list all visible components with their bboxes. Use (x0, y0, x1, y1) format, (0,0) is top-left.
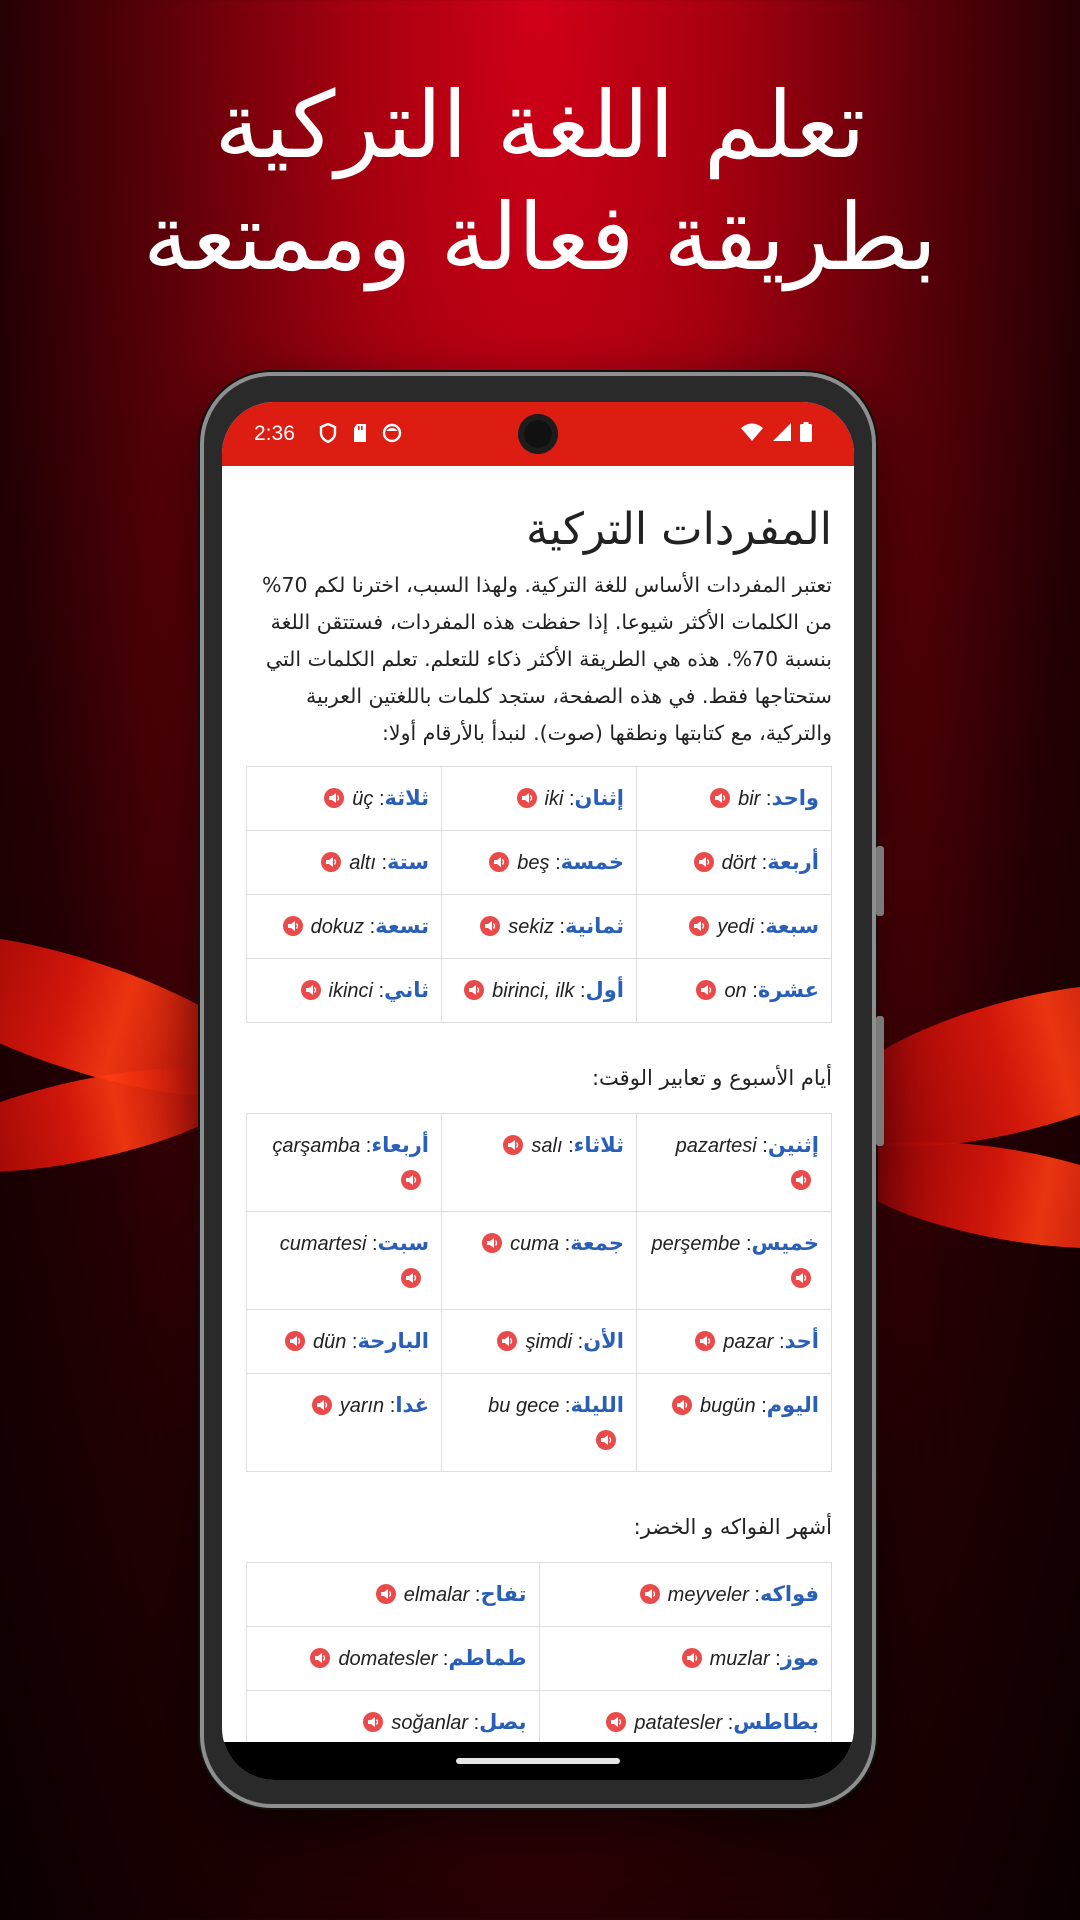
turkish-word: meyveler (667, 1584, 749, 1606)
separator: : (366, 1233, 378, 1255)
table-row (247, 1212, 832, 1310)
separator: : (572, 1331, 584, 1353)
status-bar (222, 402, 854, 466)
vocab-cell (637, 1114, 832, 1212)
turkish-word: cuma (510, 1233, 560, 1255)
vocab-cell (247, 1114, 442, 1212)
vocab-cell (637, 959, 832, 1023)
turkish-word: domatesler (338, 1648, 438, 1670)
status-time: 2:36 (254, 422, 295, 445)
turkish-word: bugün (700, 1395, 756, 1417)
vocab-cell (539, 1563, 832, 1627)
turkish-word: çarşamba (272, 1135, 361, 1157)
turkish-word: salı (531, 1135, 563, 1157)
speaker-icon[interactable] (791, 1268, 811, 1288)
speaker-icon[interactable] (517, 788, 537, 808)
separator: : (553, 916, 565, 938)
vocab-cell (442, 959, 637, 1023)
arabic-word: جمعة (570, 1231, 624, 1255)
separator: : (346, 1331, 358, 1353)
turkish-word: pazar (723, 1331, 774, 1353)
turkish-word: şimdi (525, 1331, 573, 1353)
vocab-cell (247, 767, 442, 831)
turkish-word: sekiz (508, 916, 554, 938)
turkish-word: beş (517, 852, 550, 874)
speaker-icon[interactable] (694, 852, 714, 872)
navigation-bar (222, 1742, 854, 1780)
separator: : (562, 1135, 574, 1157)
vocab-cell (247, 895, 442, 959)
vocab-cell (637, 1374, 832, 1472)
arabic-word: تفاح (480, 1582, 527, 1606)
days-table (246, 1113, 832, 1472)
arabic-word: سبت (377, 1231, 429, 1255)
turkish-word: yedi (717, 916, 755, 938)
headline-line-2: بطريقة فعالة وممتعة (143, 184, 937, 291)
signal-icon (772, 422, 792, 447)
vocab-cell (247, 831, 442, 895)
separator: : (384, 1395, 396, 1417)
speaker-icon[interactable] (682, 1648, 702, 1668)
arabic-word: أحد (784, 1329, 819, 1353)
arabic-word: خمسة (560, 850, 624, 874)
volume-button (876, 1016, 884, 1146)
vocab-cell (442, 831, 637, 895)
vocab-cell (442, 1374, 637, 1472)
arabic-word: عشرة (757, 978, 819, 1002)
separator: : (773, 1331, 785, 1353)
arabic-word: بطاطس (733, 1710, 819, 1734)
speaker-icon[interactable] (301, 980, 321, 1000)
turkish-word: dün (312, 1331, 347, 1353)
sd-card-icon (350, 422, 370, 444)
table-row (247, 1691, 832, 1743)
vocab-cell (539, 1627, 832, 1691)
separator: : (746, 980, 758, 1002)
speaker-icon[interactable] (480, 916, 500, 936)
turkish-word: perşembe (651, 1233, 741, 1255)
table-row (247, 1627, 832, 1691)
turkish-word: patatesler (634, 1712, 723, 1734)
separator: : (373, 788, 385, 810)
separator: : (364, 916, 376, 938)
vocab-cell (247, 1212, 442, 1310)
shield-icon (318, 422, 338, 444)
speaker-icon[interactable] (497, 1331, 517, 1351)
speaker-icon[interactable] (324, 788, 344, 808)
table-row (247, 1114, 832, 1212)
turkish-word: dört (721, 852, 757, 874)
speaker-icon[interactable] (310, 1648, 330, 1668)
separator: : (563, 788, 575, 810)
turkish-word: bu gece (488, 1395, 560, 1417)
arabic-word: فواكه (759, 1582, 819, 1606)
arabic-word: اليوم (766, 1393, 819, 1417)
vocab-cell (442, 895, 637, 959)
power-button (876, 846, 884, 916)
arabic-word: بصل (479, 1710, 527, 1734)
separator: : (755, 1395, 767, 1417)
front-camera (518, 414, 558, 454)
separator: : (756, 1135, 768, 1157)
arabic-word: طماطم (448, 1646, 527, 1670)
speaker-icon[interactable] (710, 788, 730, 808)
arabic-word: واحد (771, 786, 819, 810)
vocab-cell (247, 1374, 442, 1472)
separator: : (469, 1584, 481, 1606)
face-icon (382, 422, 402, 444)
separator: : (748, 1584, 760, 1606)
turkish-word: pazartesi (675, 1135, 757, 1157)
numbers-table (246, 766, 832, 1023)
vocab-cell (442, 1212, 637, 1310)
arabic-word: خميس (751, 1231, 819, 1255)
separator: : (372, 980, 385, 1002)
arabic-word: ستة (387, 850, 429, 874)
separator: : (760, 788, 772, 810)
arabic-word: موز (780, 1646, 819, 1670)
turkish-word: üç (352, 788, 374, 810)
table-row (247, 895, 832, 959)
arabic-word: غدا (395, 1393, 429, 1417)
separator: : (574, 980, 586, 1002)
home-gesture-handle[interactable] (456, 1758, 620, 1764)
vocab-cell (247, 1627, 540, 1691)
table-row (247, 1374, 832, 1472)
vocab-cell (442, 1114, 637, 1212)
separator: : (756, 852, 768, 874)
separator: : (437, 1648, 449, 1670)
separator: : (549, 852, 561, 874)
vocab-cell (539, 1691, 832, 1743)
separator: : (375, 852, 388, 874)
vocab-cell (637, 767, 832, 831)
arabic-word: سبعة (765, 914, 819, 938)
turkish-word: yarın (339, 1395, 385, 1417)
fruits-table (246, 1562, 832, 1742)
turkish-word: birinci, ilk (492, 980, 575, 1002)
table-row (247, 1563, 832, 1627)
speaker-icon[interactable] (791, 1170, 811, 1190)
arabic-word: أربعة (767, 850, 819, 874)
speaker-icon[interactable] (363, 1712, 383, 1732)
arabic-word: الأن (583, 1329, 624, 1353)
arabic-word: البارحة (357, 1329, 429, 1353)
separator: : (769, 1648, 781, 1670)
arabic-word: ثلاثة (384, 786, 429, 810)
arabic-word: ثاني (384, 978, 429, 1002)
speaker-icon[interactable] (285, 1331, 305, 1351)
speaker-icon[interactable] (606, 1712, 626, 1732)
arabic-word: أول (585, 978, 624, 1002)
separator: : (722, 1712, 734, 1734)
speaker-icon[interactable] (376, 1584, 396, 1604)
separator: : (360, 1135, 372, 1157)
table-row (247, 959, 832, 1023)
arabic-word: أربعاء (371, 1133, 429, 1157)
headline-line-1: تعلم اللغة التركية (214, 72, 866, 179)
fruits-section-label: أشهر الفواكه و الخضر: (633, 1515, 832, 1539)
vocab-cell (442, 767, 637, 831)
turkish-word: elmalar (403, 1584, 470, 1606)
turkish-word: altı (349, 852, 376, 874)
turkish-word: ikinci (328, 980, 373, 1002)
turkish-word: soğanlar (391, 1712, 469, 1734)
speaker-icon[interactable] (489, 852, 509, 872)
arabic-word: ثمانية (564, 914, 624, 938)
turkish-word: dokuz (310, 916, 365, 938)
promo-headline (0, 70, 1080, 294)
vocab-cell (247, 1563, 540, 1627)
speaker-icon[interactable] (695, 1331, 715, 1351)
turkish-word: muzlar (709, 1648, 770, 1670)
turkish-word: on (724, 980, 747, 1002)
article-content (222, 466, 854, 1742)
vocab-cell (637, 1310, 832, 1374)
vocab-cell (247, 959, 442, 1023)
speaker-icon[interactable] (312, 1395, 332, 1415)
vocab-cell (637, 895, 832, 959)
arabic-word: إثنان (574, 786, 624, 810)
turkish-word: cumartesi (279, 1233, 367, 1255)
separator: : (559, 1395, 571, 1417)
page-title: المفردات التركية (526, 504, 832, 555)
vocab-cell (442, 1310, 637, 1374)
table-row (247, 831, 832, 895)
separator: : (559, 1233, 571, 1255)
turkish-word: bir (738, 788, 761, 810)
vocab-cell (247, 1310, 442, 1374)
phone-frame (200, 372, 876, 1808)
vocab-cell (637, 1212, 832, 1310)
speaker-icon[interactable] (401, 1170, 421, 1190)
days-section-label: أيام الأسبوع و تعابير الوقت: (591, 1066, 832, 1090)
speaker-icon[interactable] (464, 980, 484, 1000)
wifi-icon (740, 422, 764, 447)
table-row (247, 767, 832, 831)
phone-screen (222, 402, 854, 1780)
speaker-icon[interactable] (672, 1395, 692, 1415)
intro-paragraph: تعتبر المفردات الأساس للغة التركية. ولهذا السبب، اخترنا لكم 70% من الكلمات الأكثر شيوعا. إذا حفظت هذه المفردات، فستتقن اللغة بنسبة 70%. هذه هي الطريقة الأكثر ذكاء للتعلم. تعلم الكلمات التي ستحتاجها فقط. في هذه الصفحة، ستجد كلمات باللغتين العربية والتركية، مع كتابتها ونطقها (صوت). لنبدأ بالأرقام أولا: (262, 573, 832, 745)
battery-icon (800, 422, 812, 447)
speaker-icon[interactable] (596, 1430, 616, 1450)
separator: : (740, 1233, 752, 1255)
table-row (247, 1310, 832, 1374)
speaker-icon[interactable] (503, 1135, 523, 1155)
speaker-icon[interactable] (696, 980, 716, 1000)
separator: : (468, 1712, 480, 1734)
arabic-word: إثنين (767, 1133, 819, 1157)
arabic-word: الليلة (570, 1393, 624, 1417)
speaker-icon[interactable] (283, 916, 303, 936)
speaker-icon[interactable] (640, 1584, 660, 1604)
vocab-cell (637, 831, 832, 895)
turkish-word: iki (544, 788, 564, 810)
arabic-word: ثلاثاء (573, 1133, 624, 1157)
vocab-cell (247, 1691, 540, 1743)
separator: : (754, 916, 766, 938)
speaker-icon[interactable] (401, 1268, 421, 1288)
speaker-icon[interactable] (321, 852, 341, 872)
speaker-icon[interactable] (689, 916, 709, 936)
speaker-icon[interactable] (482, 1233, 502, 1253)
arabic-word: تسعة (375, 914, 429, 938)
